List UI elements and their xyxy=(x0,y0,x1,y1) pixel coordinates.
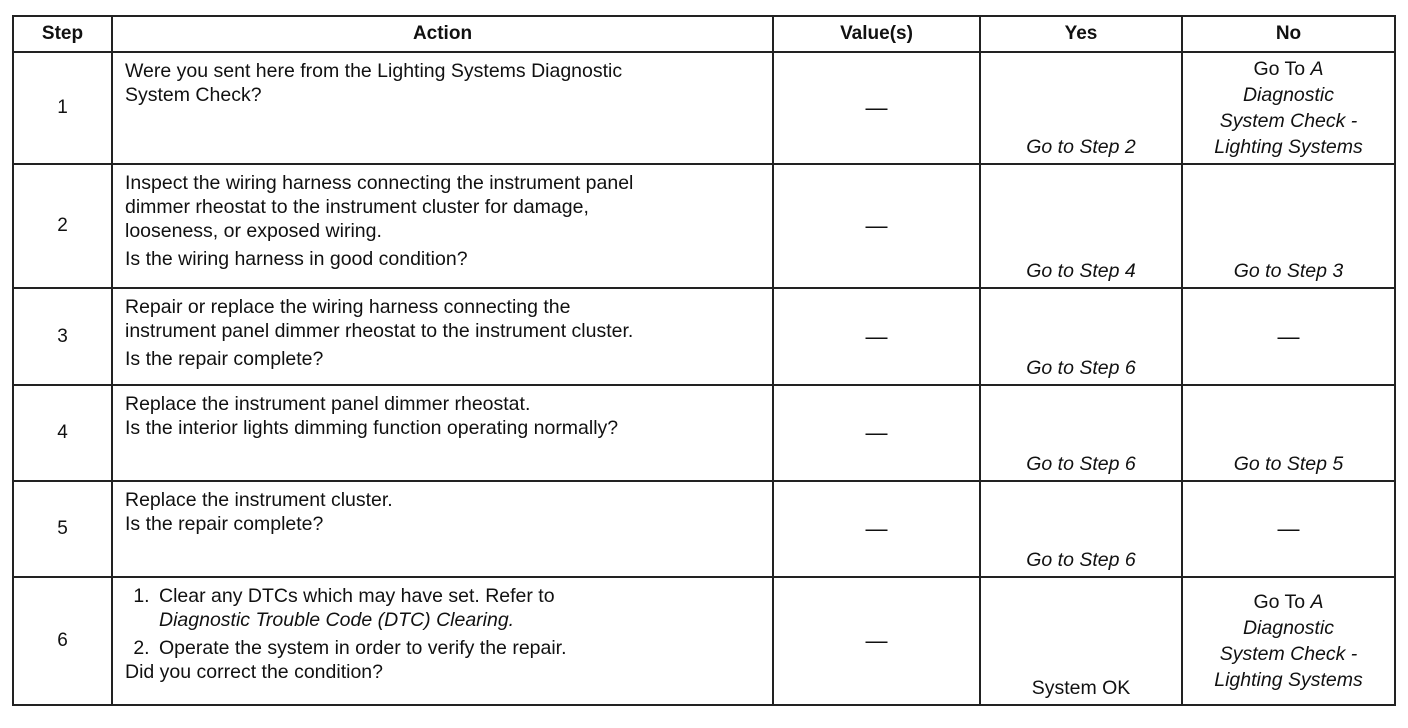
step-number: 2 xyxy=(13,164,112,288)
step-number: 5 xyxy=(13,481,112,577)
yes-cell: System OK xyxy=(980,577,1182,705)
no-cell xyxy=(1182,52,1395,164)
action-question: Is the wiring harness in good condition? xyxy=(125,248,468,270)
reference-link-text: Diagnostic Trouble Code (DTC) Clearing. xyxy=(159,609,515,631)
value-cell: — xyxy=(773,52,980,164)
action-text: instrument panel dimmer rheostat to the instrument cluster. xyxy=(125,320,634,342)
action-list-item xyxy=(155,584,762,632)
action-text: Replace the instrument panel dimmer rheostat. xyxy=(125,393,531,415)
value-cell: — xyxy=(773,288,980,385)
no-text: System Check - xyxy=(1219,643,1358,665)
step-number: 1 xyxy=(13,52,112,164)
header-no: No xyxy=(1182,16,1395,52)
action-text: System Check? xyxy=(125,84,262,106)
no-text: Diagnostic xyxy=(1242,617,1335,639)
action-question: Is the interior lights dimming function operating normally? xyxy=(125,417,619,439)
action-text: Replace the instrument cluster. xyxy=(125,489,393,511)
action-text: dimmer rheostat to the instrument cluster for damage, xyxy=(125,196,589,218)
table-row-step-2 xyxy=(13,164,1395,288)
table-header-row xyxy=(13,16,1395,52)
action-cell xyxy=(112,164,773,288)
yes-cell: Go to Step 4 xyxy=(980,164,1182,288)
step-number: 6 xyxy=(13,577,112,705)
header-action: Action xyxy=(112,16,773,52)
table-row-step-6 xyxy=(13,577,1395,705)
step-number: 3 xyxy=(13,288,112,385)
action-steps-list xyxy=(125,584,762,660)
action-cell xyxy=(112,577,773,705)
no-cell: — xyxy=(1182,481,1395,577)
header-yes: Yes xyxy=(980,16,1182,52)
step-number: 4 xyxy=(13,385,112,481)
value-cell: — xyxy=(773,481,980,577)
diagnostic-table-container xyxy=(12,15,1394,706)
yes-cell: Go to Step 6 xyxy=(980,385,1182,481)
no-text: Lighting Systems xyxy=(1214,669,1363,691)
header-values: Value(s) xyxy=(773,16,980,52)
yes-cell: Go to Step 2 xyxy=(980,52,1182,164)
action-text: Inspect the wiring harness connecting the instrument panel xyxy=(125,172,634,194)
action-text: Were you sent here from the Lighting Systems Diagnostic xyxy=(125,60,623,82)
action-cell xyxy=(112,52,773,164)
action-question: Is the repair complete? xyxy=(125,348,324,370)
no-text: Diagnostic xyxy=(1242,84,1335,106)
action-cell xyxy=(112,288,773,385)
action-list-item xyxy=(155,636,762,660)
table-row-step-3 xyxy=(13,288,1395,385)
header-step: Step xyxy=(13,16,112,52)
no-cell: Go to Step 5 xyxy=(1182,385,1395,481)
action-text: Repair or replace the wiring harness connecting the xyxy=(125,296,571,318)
value-cell: — xyxy=(773,577,980,705)
table-row-step-1 xyxy=(13,52,1395,164)
action-question: Did you correct the condition? xyxy=(125,661,383,683)
action-question: Is the repair complete? xyxy=(125,513,324,535)
action-text: looseness, or exposed wiring. xyxy=(125,220,382,242)
action-text: 1. Clear any DTCs which may have set. Refer to xyxy=(159,585,555,607)
value-cell: — xyxy=(773,385,980,481)
no-text: System Check - xyxy=(1219,110,1358,132)
no-cell: — xyxy=(1182,288,1395,385)
no-text: Go To A xyxy=(1253,591,1324,613)
yes-cell: Go to Step 6 xyxy=(980,288,1182,385)
value-cell: — xyxy=(773,164,980,288)
diagnostic-table xyxy=(12,15,1396,706)
no-text: Go To A xyxy=(1253,58,1324,80)
action-text: 2. Operate the system in order to verify the repair. xyxy=(159,637,567,659)
action-cell xyxy=(112,385,773,481)
yes-cell: Go to Step 6 xyxy=(980,481,1182,577)
action-cell xyxy=(112,481,773,577)
no-text: Lighting Systems xyxy=(1214,136,1363,158)
table-row-step-5 xyxy=(13,481,1395,577)
no-cell: Go to Step 3 xyxy=(1182,164,1395,288)
table-row-step-4 xyxy=(13,385,1395,481)
no-cell xyxy=(1182,577,1395,705)
